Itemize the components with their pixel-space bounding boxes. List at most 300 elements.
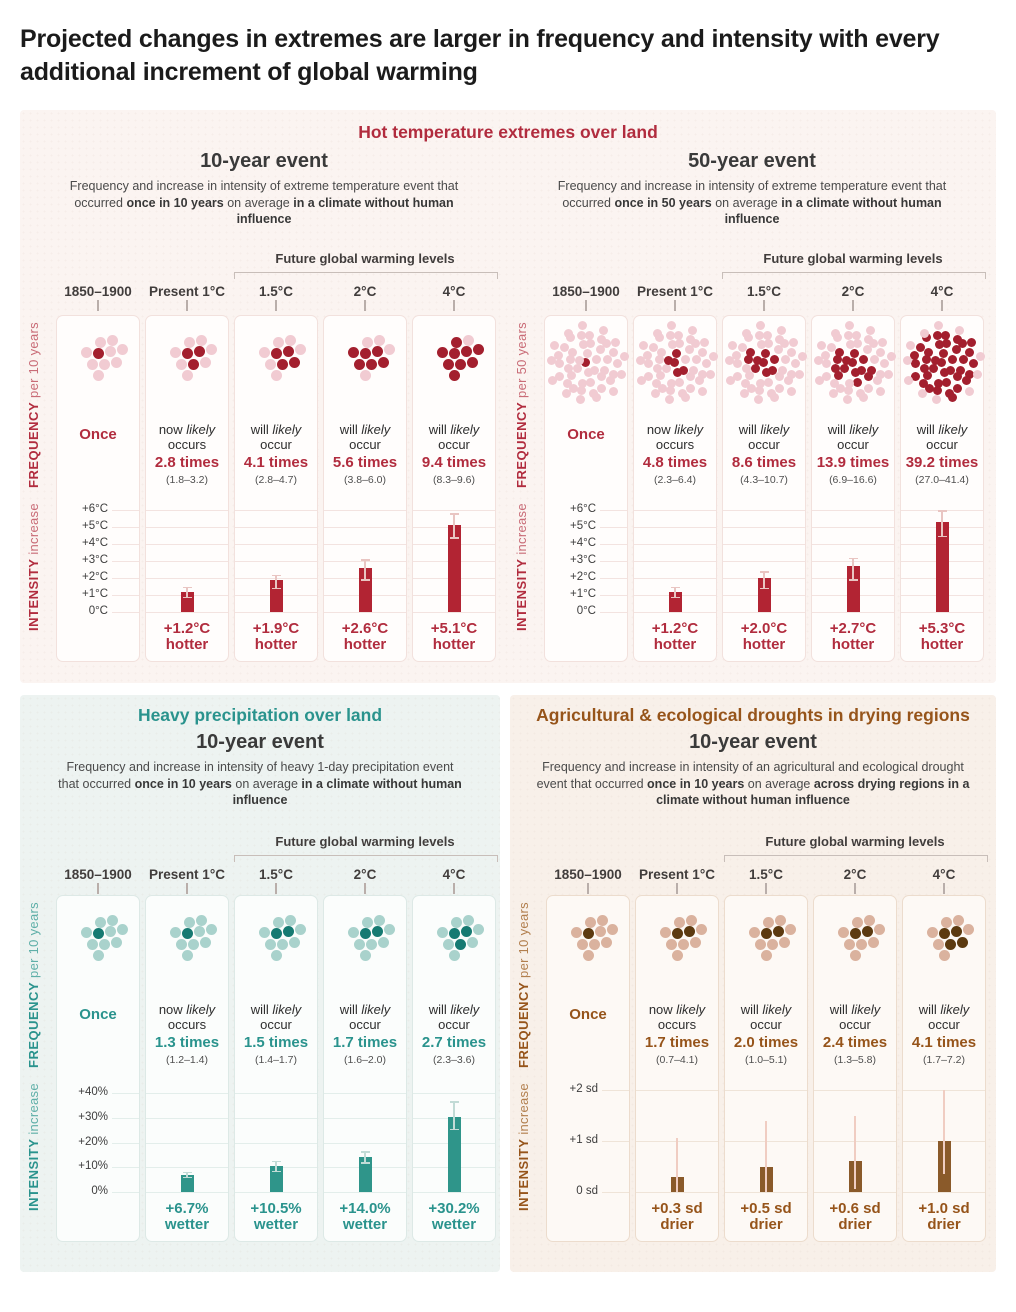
intensity-gridline: [600, 527, 627, 528]
event-dot-light: [653, 329, 662, 338]
event-dot-dark: [933, 386, 942, 395]
event-dot-light: [617, 370, 626, 379]
column-cell-3: [323, 315, 407, 662]
description-bold-segment: in a climate without human influence: [724, 195, 942, 226]
dot-cluster: [249, 334, 306, 381]
error-bar-cap-top: [938, 510, 947, 512]
column-tick-mark: [674, 300, 676, 311]
intensity-tick-label: +3°C: [569, 554, 596, 566]
intensity-sublabel: hotter: [653, 636, 697, 653]
column-tick-mark: [453, 883, 455, 894]
event-dot-dark: [931, 356, 940, 365]
intensity-axis-label: INTENSITY increase: [514, 503, 529, 632]
frequency-line-1: will likely: [339, 1002, 391, 1017]
event-dot-light: [652, 379, 661, 388]
event-dot-light: [170, 927, 181, 938]
intensity-gridline: [814, 1192, 896, 1193]
likely-word: likely: [676, 1002, 706, 1017]
intensity-gridline: [634, 578, 716, 579]
event-title: 10-year event: [196, 731, 324, 753]
intensity-gridline: [112, 578, 139, 579]
column-label-1: Present 1°C: [639, 867, 715, 882]
intensity-gridline: [235, 544, 317, 545]
intensity-gridline: [723, 561, 805, 562]
frequency-line-2: occurs: [167, 1017, 207, 1032]
intensity-tick-label: +2°C: [569, 571, 596, 583]
event-dot-light: [775, 384, 784, 393]
event-dot-light: [815, 376, 824, 385]
intensity-gridline: [324, 510, 406, 511]
event-dot-light: [789, 338, 798, 347]
event-dot-light: [733, 359, 742, 368]
event-dot-dark: [911, 359, 920, 368]
event-dot-light: [695, 376, 704, 385]
future-warming-levels-bracket: [722, 272, 986, 279]
event-dot-dark: [935, 340, 944, 349]
column-tick-mark: [364, 883, 366, 894]
likely-word: likely: [186, 422, 216, 437]
event-dot-dark: [835, 348, 844, 357]
column-cell-0: [56, 895, 140, 1242]
event-dot-light: [384, 344, 395, 355]
likely-word: likely: [361, 1002, 391, 1017]
event-dot-dark: [664, 356, 673, 365]
intensity-gridline: [146, 1167, 228, 1168]
intensity-value-label: +2.7°C: [829, 620, 877, 637]
frequency-times-value: 4.1 times: [911, 1034, 977, 1051]
event-dot-dark: [957, 937, 968, 948]
event-dot-dark: [924, 348, 933, 357]
description-segment: Frequency and increase in intensity of an agricultural and ecological drought event that occurred: [536, 760, 964, 791]
event-dot-light: [265, 939, 276, 950]
column-cell-2: [234, 315, 318, 662]
frequency-range: (0.7–4.1): [655, 1054, 699, 1066]
event-dot-light: [843, 395, 852, 404]
event-dot-light: [955, 326, 964, 335]
event-dot-light: [644, 359, 653, 368]
intensity-axis-label: INTENSITY increase: [26, 503, 41, 632]
error-bar: [453, 513, 456, 539]
frequency-text: [235, 1002, 317, 1068]
intensity-sublabel: hotter: [343, 636, 387, 653]
description-bold-segment: once in 10 years: [647, 776, 745, 791]
column-label-4: 4°C: [442, 867, 466, 882]
event-dot-light: [576, 395, 585, 404]
intensity-sublabel: hotter: [920, 636, 964, 653]
frequency-line-2: occur: [349, 437, 381, 452]
intensity-sublabel: wetter: [431, 1216, 477, 1233]
intensity-gridline: [146, 1118, 228, 1119]
event-dot-light: [667, 321, 676, 330]
dot-cluster: [828, 914, 885, 961]
event-dot-light: [595, 926, 606, 937]
frequency-axis-bold: FREQUENCY: [26, 981, 41, 1068]
dot-cluster: [638, 326, 714, 402]
frequency-range: (4.3–10.7): [740, 474, 788, 486]
event-dot-light: [775, 372, 784, 381]
column-cell-1: [633, 315, 717, 662]
intensity-gridline: [235, 561, 317, 562]
error-bar-cap-bottom: [938, 536, 947, 538]
intensity-tick-label: +20%: [78, 1135, 108, 1148]
future-warming-levels-bracket: [234, 272, 498, 279]
column-label-4: 4°C: [932, 867, 956, 882]
intensity-axis-bold: INTENSITY: [516, 1139, 531, 1212]
event-dot-light: [791, 359, 800, 368]
event-description: [550, 178, 954, 228]
event-dot-dark: [864, 372, 873, 381]
intensity-gridline: [903, 1192, 985, 1193]
frequency-range: (1.7–7.2): [922, 1054, 966, 1066]
event-dot-light: [564, 329, 573, 338]
error-bar-cap-top: [450, 513, 459, 515]
error-bar-cap-top: [760, 571, 769, 573]
event-dot-light: [668, 340, 677, 349]
column-cell-3: [811, 315, 895, 662]
event-dot-light: [111, 357, 122, 368]
frequency-line-1: now likely: [646, 422, 704, 437]
column-tick-mark: [275, 300, 277, 311]
event-dot-dark: [753, 356, 762, 365]
event-dot-dark: [354, 359, 365, 370]
event-dot-light: [200, 357, 211, 368]
error-bar: [453, 1101, 456, 1130]
event-dot-light: [295, 924, 306, 935]
frequency-line-2: occurs: [655, 437, 695, 452]
event-dot-light: [95, 337, 106, 348]
error-bar-cap-bottom: [272, 1171, 281, 1173]
intensity-gridline: [725, 1192, 807, 1193]
event-dot-light: [360, 370, 371, 381]
event-dot-dark: [967, 338, 976, 347]
event-dot-dark: [850, 928, 861, 939]
likely-word: likely: [762, 1002, 792, 1017]
frequency-line-1: will likely: [250, 1002, 302, 1017]
intensity-gridline: [723, 612, 805, 613]
event-description: [62, 178, 466, 228]
frequency-line-1: will likely: [738, 422, 790, 437]
event-dot-light: [637, 376, 646, 385]
event-dot-light: [592, 393, 601, 402]
error-bar-cap-top: [849, 558, 858, 560]
intensity-tick-label: +1°C: [569, 588, 596, 600]
event-dot-light: [850, 950, 861, 961]
column-cell-1: [145, 315, 229, 662]
intensity-gridline: [235, 1143, 317, 1144]
event-dot-dark: [773, 926, 784, 937]
error-bar-cap-bottom: [671, 597, 680, 599]
event-dot-light: [831, 329, 840, 338]
event-dot-dark: [360, 348, 371, 359]
event-dot-light: [577, 939, 588, 950]
event-dot-light: [665, 395, 674, 404]
column-cell-3: [323, 895, 407, 1242]
event-dot-dark: [853, 378, 862, 387]
event-dot-light: [606, 376, 615, 385]
event-dot-dark: [920, 364, 929, 373]
future-warming-levels-label: Future global warming levels: [275, 834, 455, 849]
intensity-value-label: +30.2%: [428, 1200, 480, 1217]
intensity-gridline: [812, 527, 894, 528]
event-dot-light: [775, 915, 786, 926]
intensity-tick-label: +5°C: [569, 520, 596, 532]
event-dot-light: [366, 939, 377, 950]
event-dot-dark: [939, 928, 950, 939]
event-dot-light: [770, 393, 779, 402]
event-dot-light: [613, 359, 622, 368]
error-bar-cap-top: [183, 587, 192, 589]
event-dot-light: [577, 386, 586, 395]
event-dot-dark: [271, 348, 282, 359]
event-dot-dark: [182, 348, 193, 359]
error-bar-cap-top: [183, 1172, 192, 1174]
intensity-gridline: [723, 527, 805, 528]
intensity-gridline: [324, 1192, 406, 1193]
event-dot-dark: [762, 368, 771, 377]
frequency-times-value: 1.5 times: [243, 1034, 309, 1051]
frequency-line-2: occur: [748, 437, 780, 452]
column-tick-mark: [587, 883, 589, 894]
event-dot-dark: [467, 357, 478, 368]
event-dot-dark: [672, 928, 683, 939]
event-dot-dark: [378, 357, 389, 368]
frequency-text: [636, 1002, 718, 1068]
event-dot-light: [932, 395, 941, 404]
intensity-gridline: [324, 527, 406, 528]
frequency-text: [235, 422, 317, 488]
event-dot-light: [599, 326, 608, 335]
error-bar-cap-bottom: [183, 597, 192, 599]
event-dot-light: [706, 370, 715, 379]
event-dot-light: [295, 344, 306, 355]
description-segment: Frequency and increase in intensity of extreme temperature event that occurred: [557, 179, 947, 210]
event-dot-light: [873, 376, 882, 385]
event-dot-dark: [862, 926, 873, 937]
event-dot-light: [182, 950, 193, 961]
event-dot-dark: [919, 379, 928, 388]
future-warming-levels-bracket: [724, 855, 988, 862]
event-dot-light: [651, 389, 660, 398]
event-dot-dark: [859, 355, 868, 364]
frequency-text: [324, 422, 406, 488]
event-dot-light: [620, 352, 629, 361]
intensity-gridline: [324, 1143, 406, 1144]
event-dot-light: [686, 372, 695, 381]
dot-cluster: [427, 914, 484, 961]
event-dot-light: [845, 321, 854, 330]
event-dot-light: [437, 927, 448, 938]
event-dot-dark: [372, 346, 383, 357]
event-dot-light: [354, 939, 365, 950]
event-dot-light: [755, 939, 766, 950]
event-dot-light: [672, 950, 683, 961]
event-dot-dark: [443, 359, 454, 370]
intensity-sublabel: wetter: [253, 1216, 299, 1233]
error-bar-cap-top: [450, 1101, 459, 1103]
event-dot-light: [728, 341, 737, 350]
event-dot-light: [176, 359, 187, 370]
event-dot-light: [184, 917, 195, 928]
frequency-times-value: 2.8 times: [154, 454, 220, 471]
event-dot-dark: [958, 339, 967, 348]
event-dot-light: [176, 939, 187, 950]
intensity-gridline: [600, 578, 627, 579]
error-bar-cap-top: [361, 559, 370, 561]
likely-word: likely: [851, 1002, 881, 1017]
panel-hot-title: Hot temperature extremes over land: [358, 122, 658, 142]
event-dot-light: [864, 915, 875, 926]
frequency-axis-label: FREQUENCY per 50 years: [514, 322, 529, 488]
frequency-line-1: now likely: [648, 1002, 706, 1017]
event-dot-light: [575, 356, 584, 365]
likely-word: likely: [674, 422, 704, 437]
intensity-gridline: [112, 510, 139, 511]
frequency-axis-bold: FREQUENCY: [26, 401, 41, 488]
column-label-3: 2°C: [353, 284, 377, 299]
event-dot-light: [583, 349, 592, 358]
event-dot-dark: [289, 357, 300, 368]
dot-cluster: [427, 334, 484, 381]
event-dot-dark: [965, 348, 974, 357]
column-tick-mark: [852, 300, 854, 311]
event-dot-light: [609, 387, 618, 396]
event-dot-light: [702, 359, 711, 368]
event-dot-light: [578, 321, 587, 330]
dot-cluster: [650, 914, 707, 961]
frequency-text: [146, 1002, 228, 1068]
event-description: [58, 759, 462, 809]
dot-cluster: [905, 326, 981, 402]
intensity-sublabel: hotter: [432, 636, 476, 653]
intensity-tick-label: +4°C: [569, 537, 596, 549]
event-dot-light: [273, 337, 284, 348]
event-dot-light: [597, 372, 606, 381]
event-dot-dark: [945, 939, 956, 950]
description-segment: on average: [231, 776, 302, 791]
event-dot-light: [463, 335, 474, 346]
event-dot-dark: [449, 348, 460, 359]
event-dot-light: [657, 348, 666, 357]
intensity-gridline: [146, 510, 228, 511]
event-dot-dark: [851, 368, 860, 377]
intensity-value-label: +1.2°C: [163, 620, 211, 637]
subpanel-drought-10-year-event: [510, 695, 996, 1272]
intensity-gridline: [112, 527, 139, 528]
column-label-0: 1850–1900: [554, 867, 622, 882]
intensity-tick-label: 0%: [91, 1185, 108, 1197]
event-dot-light: [285, 915, 296, 926]
frequency-text: [723, 422, 805, 488]
frequency-range: (27.0–41.4): [915, 474, 969, 486]
intensity-gridline: [812, 510, 894, 511]
dot-cluster: [917, 914, 974, 961]
intensity-tick-label: 0 sd: [576, 1185, 598, 1197]
intensity-tick-label: +30%: [78, 1110, 108, 1123]
event-dot-light: [859, 393, 868, 402]
frequency-line-1: will likely: [428, 1002, 480, 1017]
intensity-value-label: +0.5 sd: [740, 1200, 792, 1217]
likely-word: likely: [450, 1002, 480, 1017]
intensity-gridline: [112, 1167, 139, 1168]
event-dot-dark: [941, 331, 950, 340]
event-title: 10-year event: [200, 150, 328, 172]
event-dot-dark: [360, 928, 371, 939]
description-segment: on average: [711, 195, 782, 210]
frequency-range: (2.8–4.7): [254, 474, 298, 486]
event-dot-light: [597, 384, 606, 393]
frequency-line-2: occur: [926, 437, 958, 452]
event-dot-dark: [449, 928, 460, 939]
frequency-once-label: Once: [79, 426, 117, 443]
column-label-2: 1.5°C: [747, 284, 781, 299]
dot-cluster: [549, 326, 625, 402]
event-dot-light: [449, 950, 460, 961]
intensity-gridline: [324, 612, 406, 613]
event-dot-dark: [933, 331, 942, 340]
event-dot-light: [586, 378, 595, 387]
event-dot-light: [904, 376, 913, 385]
intensity-gridline: [602, 1192, 629, 1193]
frequency-range: (1.2–1.4): [165, 1054, 209, 1066]
event-dot-dark: [194, 346, 205, 357]
intensity-tick-label: +2 sd: [569, 1083, 598, 1095]
column-label-4: 4°C: [930, 284, 954, 299]
dot-cluster: [561, 914, 618, 961]
intensity-axis-label: INTENSITY increase: [516, 1083, 531, 1212]
event-dot-light: [584, 368, 593, 377]
event-dot-light: [874, 924, 885, 935]
intensity-gridline: [413, 510, 495, 511]
column-tick-mark: [585, 300, 587, 311]
event-dot-light: [206, 344, 217, 355]
frequency-line-2: occur: [260, 1017, 292, 1032]
event-dot-dark: [473, 344, 484, 355]
event-dot-light: [767, 939, 778, 950]
frequency-line-2: occurs: [167, 437, 207, 452]
error-bar-cap-top: [272, 575, 281, 577]
column-tick-mark: [97, 300, 99, 311]
event-dot-light: [755, 331, 764, 340]
page-title: Projected changes in extremes are larger in frequency and intensity with every additional increment of global warming: [20, 24, 940, 86]
frequency-times-value: 2.4 times: [822, 1034, 888, 1051]
column-tick-mark: [364, 300, 366, 311]
frequency-text: [725, 1002, 807, 1068]
event-dot-dark: [746, 348, 755, 357]
intensity-gridline: [634, 510, 716, 511]
frequency-axis-label: FREQUENCY per 10 years: [26, 902, 41, 1068]
event-dot-light: [639, 341, 648, 350]
event-dot-light: [838, 927, 849, 938]
column-label-0: 1850–1900: [64, 284, 132, 299]
event-dot-light: [852, 331, 861, 340]
event-dot-light: [878, 338, 887, 347]
dot-cluster: [71, 914, 128, 961]
event-dot-light: [688, 326, 697, 335]
error-bar-cap-bottom: [183, 1177, 192, 1179]
intensity-tick-label: +40%: [78, 1086, 108, 1098]
column-tick-mark: [941, 300, 943, 311]
intensity-sublabel: drier: [927, 1216, 961, 1233]
event-dot-light: [965, 387, 974, 396]
description-segment: Frequency and increase in intensity of heavy 1-day precipitation event that occurred: [58, 760, 454, 791]
event-dot-light: [277, 939, 288, 950]
event-dot-dark: [673, 368, 682, 377]
event-dot-light: [869, 339, 878, 348]
event-dot-light: [597, 915, 608, 926]
frequency-times-value: 39.2 times: [905, 454, 979, 471]
column-cell-0: [544, 315, 628, 662]
column-label-2: 1.5°C: [259, 284, 293, 299]
